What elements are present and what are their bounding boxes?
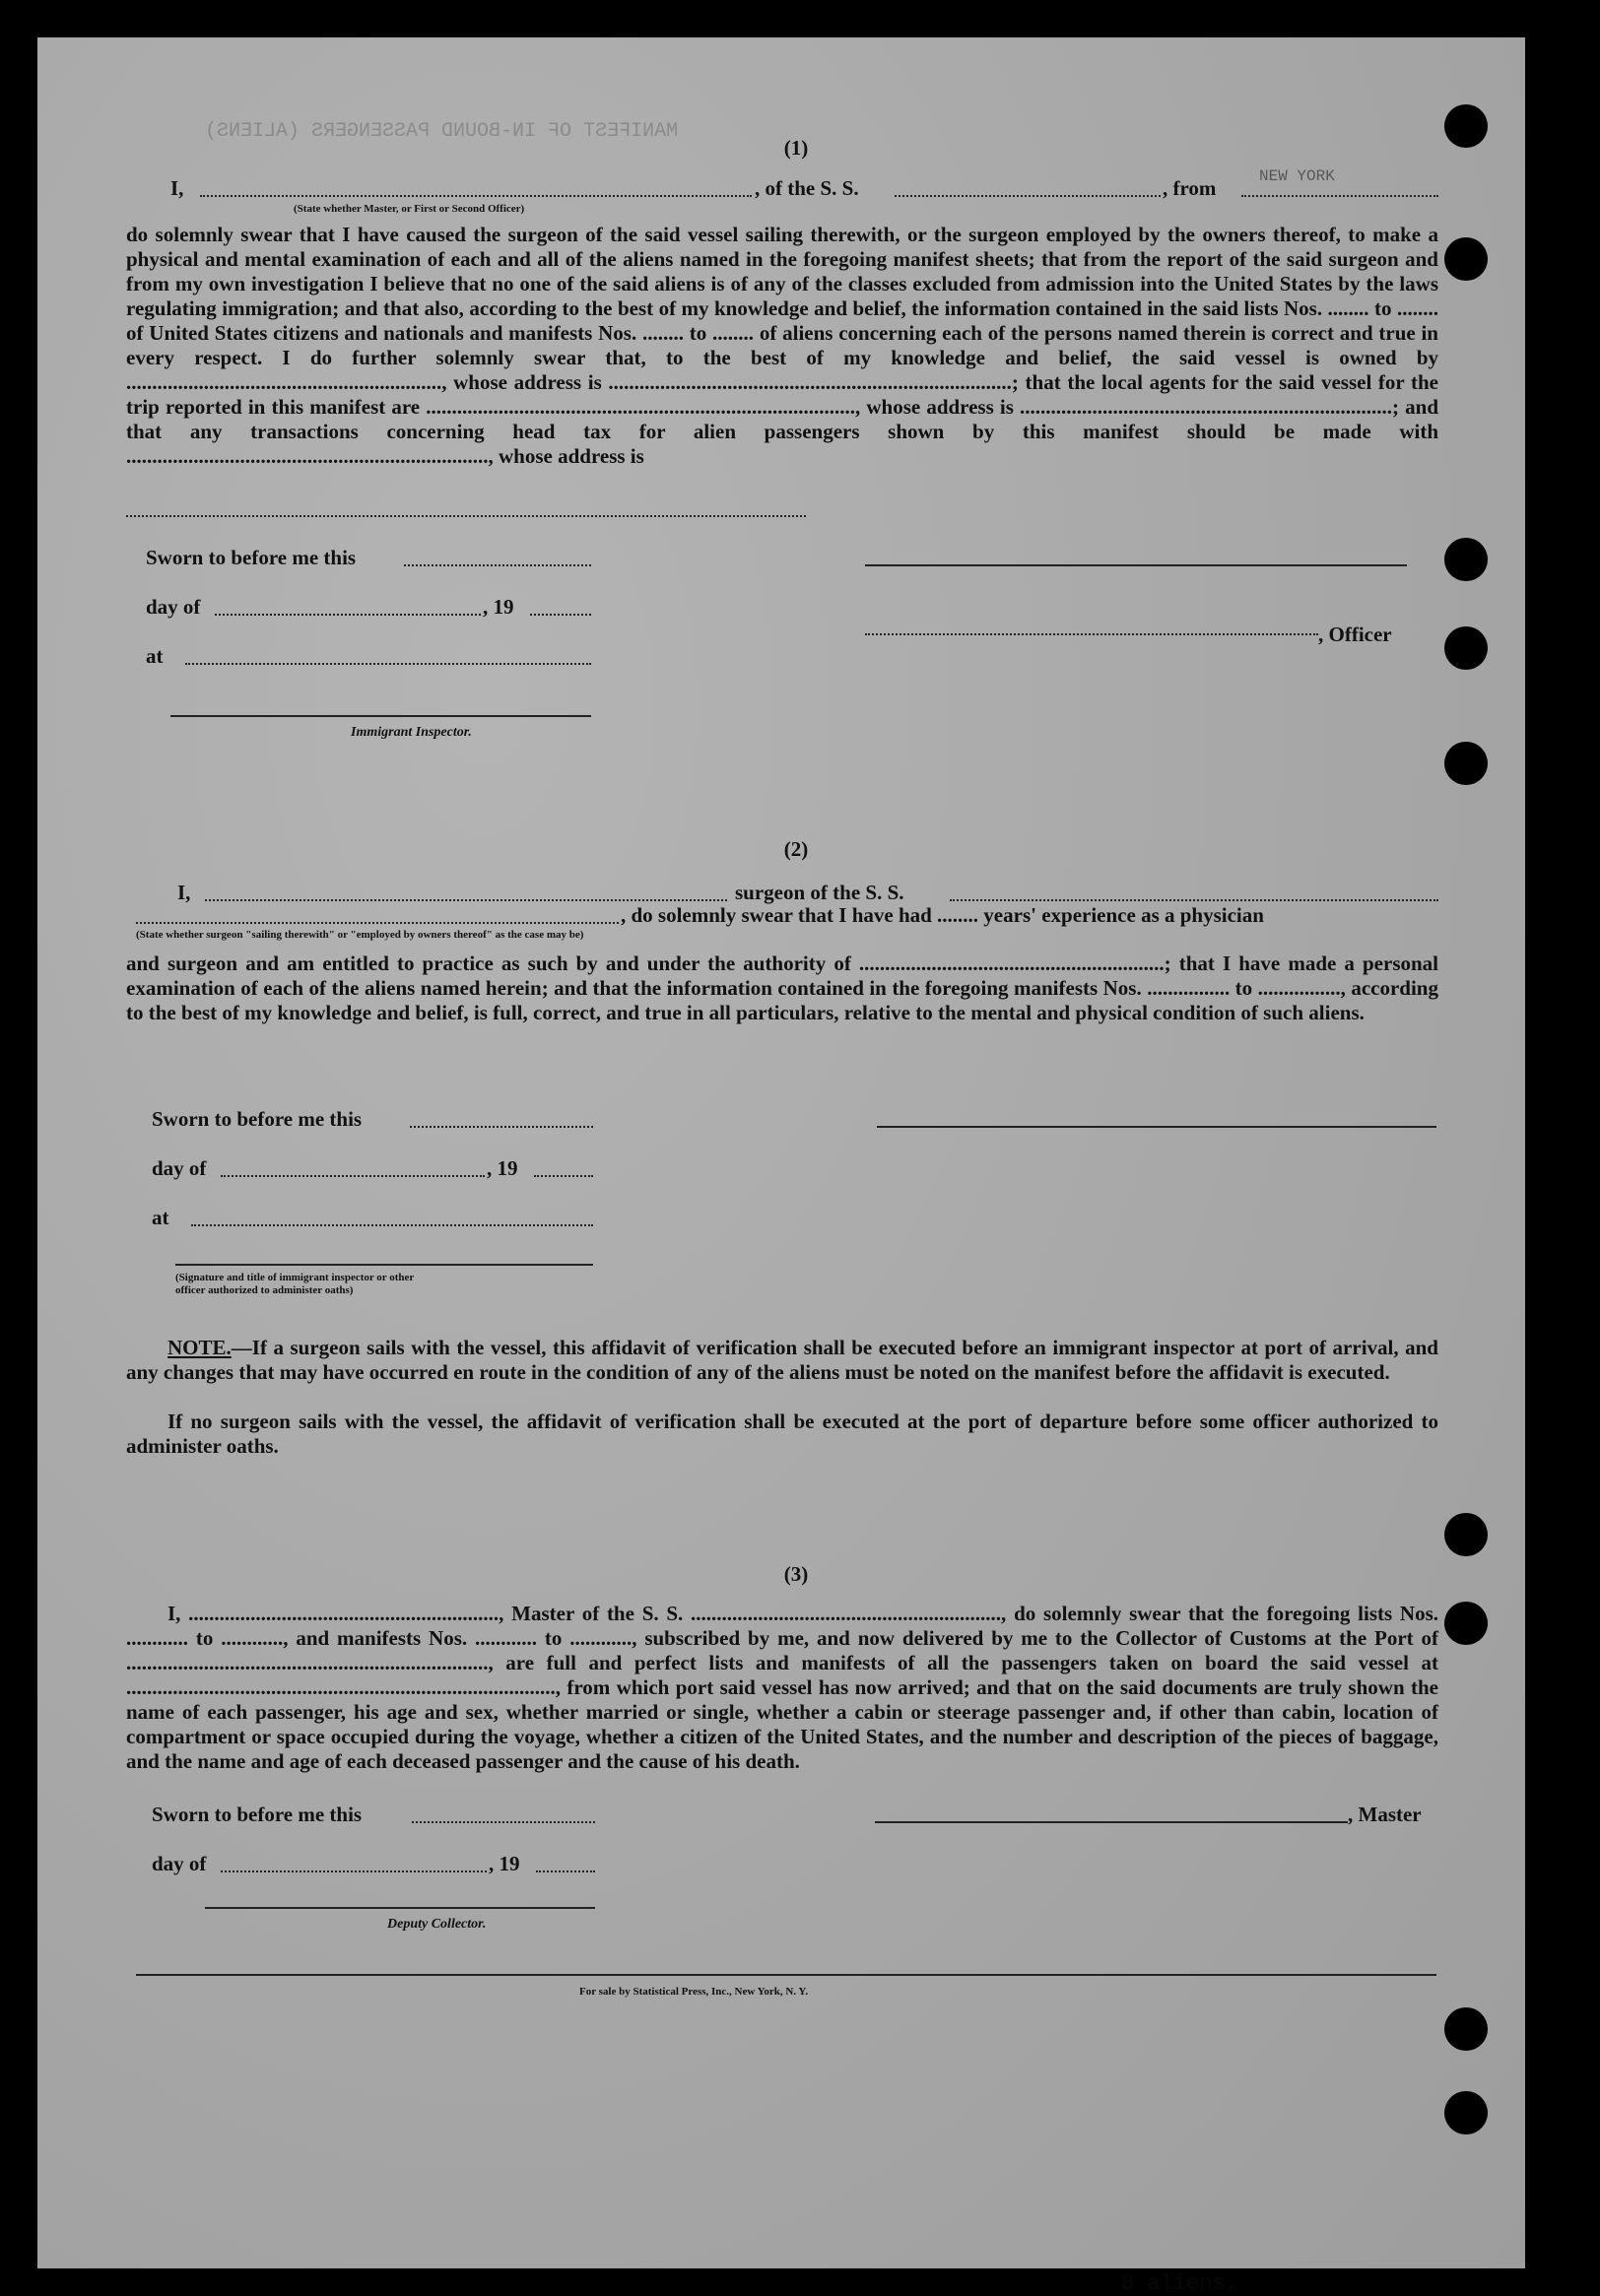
note-1-text: —If a surgeon sails with the vessel, this affidavit of verification shall be executed before an immigrant inspector at port of arrival, and any changes that may have occurred en route in the condition of any of the aliens must be noted on the manifest before the affidavit is executed. (126, 1336, 1438, 1384)
surgeon-capacity-line (136, 922, 619, 924)
immigrant-inspector-label: Immigrant Inspector. (351, 725, 472, 740)
section-2-year-line (534, 1175, 593, 1177)
section-2-sublabel: (State whether surgeon "sailing therewith" or "employed by owners thereof" as the case may be) (136, 929, 584, 941)
section-1-i-label: I, (170, 176, 184, 200)
binder-hole (1444, 626, 1488, 670)
blank-address-line (126, 515, 806, 517)
section-2-signature-line (175, 1264, 593, 1266)
note-lead: NOTE. (167, 1336, 232, 1359)
master-name-line (200, 195, 752, 197)
section-1-body: do solemnly swear that I have caused the surgeon of the said vessel sailing therewith, or the surgeon employed by the owners thereof, to make a physical and mental examination of each and all of the aliens named in the foregoing manifest sheets; that from the report of the said surgeon and from my own investigation I believe that no one of the said aliens is of any of the classes excluded from admission into the United States by the laws regulating immigration; and that also, according to the best of my knowledge and belief, the information contained in the said lists Nos. ........ to ........ of United States citizens and nationals and manifests Nos. ........ to ........ of aliens concerning each of the persons named therein is correct and true in every respect. I do further solemnly swear that, to the best of my knowledge and belief, the said vessel is owned by ............................................................., whose address is ..............................................................................; that the local agents for the said vessel for the trip reported in this manifest are ..................................................................................., whose address is ........................................................................; and that any transactions concerning head tax for alien passengers shown by this manifest should be made with ......................................................................, whose address is (126, 223, 1438, 468)
section-1-day-label: day of (146, 595, 201, 619)
section-2-day-label: day of (152, 1156, 207, 1180)
section-3-sworn-line (412, 1821, 595, 1823)
bleed-through-note: 8 aliens. (1121, 2271, 1238, 2296)
section-2-body: and surgeon and am entitled to practice as such by and under the authority of ...........................................................; that I have made a personal examination of each of the aliens named herein; and that the information contained in the foregoing manifests Nos. ................ to ................, according to the best of my knowledge and belief, is full, correct, and true in all particulars, relative to the mental and physical condition of such aliens. (126, 951, 1438, 1024)
footer-rule (136, 1974, 1436, 1976)
inspector-signature-line (170, 715, 591, 717)
surgeon-of-label: surgeon of the S. S. (735, 881, 904, 904)
surgeon-signature-line (877, 1126, 1436, 1128)
section-2-number: (2) (783, 837, 809, 861)
section-3-year-line (536, 1870, 595, 1872)
surgeon-name-line (205, 899, 727, 901)
binder-hole (1444, 104, 1488, 148)
year-line (530, 614, 591, 616)
master-signature-line (875, 1821, 1348, 1823)
day-line (215, 614, 481, 616)
deputy-collector-signature-line (205, 1907, 595, 1909)
section-3-day-label: day of (152, 1852, 207, 1875)
officer-label: , Officer (1318, 623, 1392, 646)
printer-credit: For sale by Statistical Press, Inc., New York, N. Y. (579, 1986, 809, 1998)
section-2-day-line (221, 1175, 485, 1177)
manifest-page (37, 37, 1525, 2296)
binder-hole (1444, 1602, 1488, 1645)
officer-signature-line-1 (865, 564, 1407, 566)
binder-hole (1444, 538, 1488, 581)
section-3-number: (3) (783, 1562, 809, 1586)
section-3-day-line (221, 1870, 487, 1872)
section-2-year-label: , 19 (487, 1156, 518, 1180)
section-3-sworn-label: Sworn to before me this (152, 1803, 363, 1826)
section-2-i-label: I, (177, 881, 191, 904)
binder-hole (1444, 2091, 1488, 2134)
section-1-number: (1) (783, 136, 809, 160)
section-2-sworn-label: Sworn to before me this (152, 1107, 363, 1131)
section-2-signature-label: (Signature and title of immigrant inspector or other officer authorized to administer oaths) (175, 1272, 415, 1296)
vessel-name-line (895, 195, 1161, 197)
section-2-sworn-line (410, 1126, 593, 1128)
section-2-note-2: If no surgeon sails with the vessel, the affidavit of verification shall be executed at the port of departure before some officer authorized to administer oaths. (126, 1410, 1438, 1458)
sworn-line (404, 564, 591, 566)
from-port-value: NEW YORK (1259, 167, 1335, 185)
from-port-line (1241, 195, 1438, 197)
bleed-through-header: MANIFEST OF IN-BOUND PASSENGERS (ALIENS) (205, 120, 679, 143)
section-3-body: I, ............................................................, Master of the S. S. ............................................................, do solemnly swear that the foregoing lists Nos. ............ to ............, and manifests Nos. ............ to ............, subscribed by me, and now delivered by me to the Collector of Customs at the Port of ......................................................................, are full and perfect lists and manifests of all the passengers taken on board the said vessel at ..................................................................................., from which port said vessel has now arrived; and that on the said documents are truly shown the name of each passenger, his age and sex, whether married or single, whether a cabin or steerage passenger and, if other than cabin, location of compartment or space occupied during the voyage, whether a citizen of the United States, and the number and description of the pieces of baggage, and the name and age of each deceased passenger and the cause of his death. (126, 1602, 1438, 1773)
surgeon-swear-text: , do solemnly swear that I have had ........ years' experience as a physician (621, 903, 1264, 927)
section-1-sublabel: (State whether Master, or First or Second Officer) (294, 203, 525, 215)
master-label: , Master (1348, 1803, 1422, 1826)
from-label: , from (1163, 176, 1217, 200)
of-ss-label: , of the S. S. (755, 176, 859, 200)
section-1-sworn-label: Sworn to before me this (146, 546, 357, 569)
section-1-at-label: at (146, 644, 164, 668)
section-3-year-label: , 19 (489, 1852, 520, 1875)
section-2-at-label: at (152, 1206, 169, 1229)
deputy-collector-label: Deputy Collector. (387, 1917, 487, 1932)
section-2-note-1 (126, 1336, 1438, 1385)
surgeon-vessel-line (950, 899, 1438, 901)
binder-hole (1444, 237, 1488, 281)
section-1-year-label: , 19 (483, 595, 514, 619)
section-2-at-line (191, 1224, 593, 1226)
binder-hole (1444, 1513, 1488, 1556)
at-line (185, 663, 591, 665)
binder-hole (1444, 2007, 1488, 2051)
officer-signature-line-2 (865, 633, 1318, 635)
binder-hole (1444, 742, 1488, 785)
